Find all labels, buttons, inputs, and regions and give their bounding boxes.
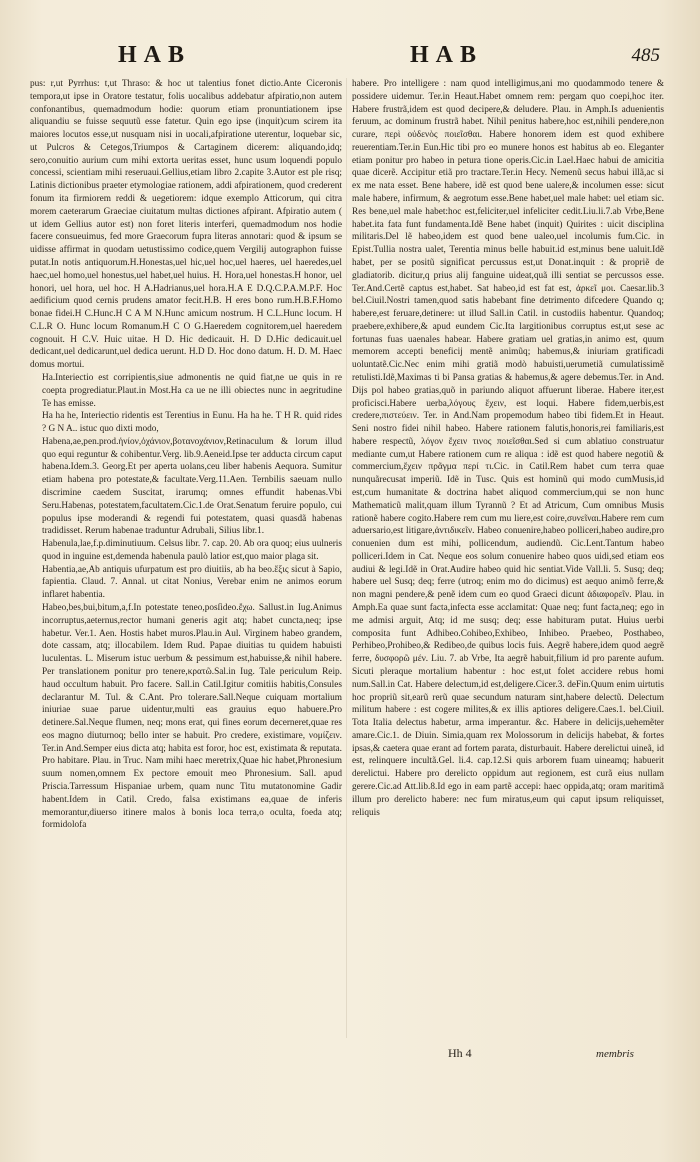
column-gutter [346,78,347,1038]
page-number: 485 [631,45,660,66]
running-header [0,42,700,72]
entry-habeo: Habeo,bes,bui,bitum,a,f.In potestate teneo,posſideo.ἔχω. Sallust.in Iug.Animus incorruptus,aeternus,rector humani generis agit atq; habet cuncta,neq; ipse habetur. Ver.1. Aen. Hostis habet muros.Plau.in Aul. Virginem habeo grandem, dote cassam, atq; illocabilem. Idem Rud. Papae diuitias tu quidem habuisti luculentas. L. Miserum istuc uerbum & pessimum est,habuisse,& nihil habere. Per translationem ponitur pro tenere,κρατῶ.Sal.in Iug. Tale periculum Reip. haud occultum habuit. Pro facere. Sall.in Catil.Igitur comitiis habitis,Consules declarantur M. Tul. & C.Ant. Pro tolerare.Sall.Neque cuiquam mortalium iniuriae suae parue uidentur,multi eas grauius equo habuere.Pro detinere.Sal.Neque flumen, neq; mons erat, qui fines eorum decerneret,quae res eos magno diuturnoq; bello inter se habuit. Pro credere, existimare, νομίζειν. Ter.in And.Semper eius dicta atq; habita est foror, hoc est, existimata & reputata. Pro habitare. Plau. in Truc. Nam mihi haec meretrix,Quae hic habet,Phronesium suum nomen,omnem Ex pectore emouit meo Phronesium. Sall. apud Priscia.Tarressum Hispaniae urbem, quam nunc Titu mutatonomine Gadir habent.Idem in Catil. Credo, falsa existimans ea,quae de inferis memorantur,diuerso itinere malos à bonis loca terra,o oculta, foeda atq; formidolofa [42,603,342,831]
page-footer [0,1046,700,1066]
entry-habentia: Habentia,ae,Ab antiquis ufurpatum est pro diuitiis, ab ha beo.ἕξις sicut à Sapio, fapientia. Claud. 7. Annal. ut citat Nonius, Verebar enim ne animos eorum inflaret habentia. [42,564,342,601]
entry-hab-notes: pus: r,ut Pyrrhus: t,ut Thraso: & hoc ut talentius fonet dictio.Ante Ciceronis tempora,ut ipse in Oratore testatur, folis uocalibus addebatur afpiratio,non autem confonantibus, quemadmodum hodie: quorum etiam pronuntiationem ipse aliquandiu se fuisse sequutũ esse fatetur. Quin ego ipse (inquit)cum scirem ita maiores locutos esse,ut nusquam nisi in uocali,afpiratione uterentur, loquebar sic, ut Pulcros & Cetegos,Triumpos & Cartaginem dicerem: aliquando,idq; sero,conuitio aurium cum mihi extorta ueritas esset, hunc usum loquendi populo concessi, scientiam mihi reseruaui.Gellius,etiam libro 2.capite 3.Autor est ple risq; Latinis dictionibus praeter etymologiae rationem, addi afpirationem, quod crederent fonum ita firmiorem reddi & uegetiorem: idque exemplo Atticorum, qui citra morem caeterarum Graeciae ciuitatum multas dictiones afpirant. Afpiratio autem ( ut idem Gellius autor est) non foret literis interferi, quemadmodum nos hodie facere consueuimus, fed more Graecorum fupra literas annotari: quod & ipsum se uidisse affirmat in quodam uetustissimo codice,quem Vergilij autographon fuisse putat.In notis antiquorum.H.Honestas,uel hic,uel hoc,uel haeres, uel haeredes,uel haec,uel homo,uel honestus,uel habet,uel huius. H. Hora,uel honestas.H honor, uel honori, uel hora, uel hoc. H A.Hadrianus,uel hora.H.A E D.Q.C.P.A.M.P.F. Hoc aedificium quod cernis prudens amator fecit.H.B. H eres bono rum.H.B.F.Homo bonae fidei.H C.Hunc.H C A M N.Hunc amicum nostrum. H C.L.Hunc locum. H C.L.R O. Hunc locum Romanum.H C O G.Haeredem cognitorem,uel haeredem cognouit. H C.V. Huic uitae. H D. Hic dedicauit. H. D D.Hic dedicauit.uel dedicant,uel dedicarunt,uel dedica uerunt. H.D D. Hoc dono datum. H. D. M. Haec domus mortui. [30,79,342,371]
running-head-right: HAB [410,42,484,68]
right-column [352,78,664,819]
entry-habenula: Habenula,lae,f.p.diminutiuum. Celsus libr. 7. cap. 20. Ab ora quoq; eius uulneris quod in inguine est,demenda habenula paulò latior est,quo maior plaga sit. [42,539,342,562]
signature-mark: Hh 4 [448,1046,472,1060]
running-head-left: HAB [118,42,192,68]
catchword: membris [596,1048,634,1060]
entry-ha: Ha.Interiectio est corripientis,siue admonentis ne quid fiat,ne ue quis in re coepta progrediatur.Plaut.in Most.Ha ca ue ne illi obiectes nunc in aegritudine Te has emisse. [42,372,342,409]
entry-habeo-continued: habere. Pro intelligere : nam quod intelligimus,ani mo quodammodo tenere & possidere uidemur. Ter.in Heaut.Habet omnem rem: pergam quo coepi,hoc iter. Habere frustrã,idem est quod decipere,& deludere. Plau. in Amph.Is aduenientis feruum, ac dominum frustrã habet. Nihil penitus habere,hoc est,nihili pendere,non curare, περὶ οὐδενὸς ποιεῖσθαι. Habere honorem idem est quod exhibere reuerentiam.Ter.in Eun.Hic tibi pro eo munere honos est habitus ab eo. Eleganter etiam ponitur pro habeo in petura tione operis.Cic.in Lael.Haec habui de amicitia quae dicerẽ. Accipitur etiã pro tractare.Ter.in Hecy. Nemenũ secus habui illã,ac si ex me nata esset. Bene habere, idẽ est quod bene ualere,& incolumen esse: sicut male habere, infirmum, & aegrotum esse.Bene habet,uel male habet: uel etiam sic. Res bene,uel male habet:hoc est,feliciter,uel infeliciter cedit.Liu.li.7.ab Vrbe,Bene habet.ita fata funt fundamenta.Idẽ Bene habet (inquit) Quirites : uicit disciplina militaris.Del lẽ habeo,idem est quod bene ualeo,uel incolumis fum.Cic. in Epist.Tullia nostra ualet, Terentia minus belle habuit.id est,minus bene ualuit.Idẽ habet, per se positũ significat percussus est,ut Donat.inquit : & propriẽ de gladiatorib. dicitur,q prius alij fanguine uideat,quã illi sentiat se percussos esse. Ter.And.Certẽ captus est,habet. Sat habeo,id est fat est, ἀρκεῖ μοι. Caesar.lib.3 bel.Ciuil.Nostri tamen,quod satis habebant fine detrimento difcedere Quando q; habere,est feruare,detinere: ut illud Sall.in Catil. in custodiis habentur. Quandoq; praebere,exhibere,& apud eundem Cic.Ita largitionibus corruptus est,ut sese ac fortunas fuas uaenales habear. Habere gratiam uel gratias,in animo est, quum memorem accepti beneficij mentẽ animũq; habemus,& iniuriam gratificadi uoluntatẽ.Cic.Nec enim mihi gratiã modò habuisti,uerumetiã cumulatissimẽ retulisti.Idẽ,Maximas ti bi Pansa gratias & habemus,& agere debemus.Ter. in And. Dijs pol habeo gratias,quõ in pariundo aliquot affuerunt liberae. Habere iter,est proficisci.Habere uerba,λόγους ἔχειν, est loqui. Habere fidem,uerbis,est credere,πιστεύειν. Ter. in And.Nam propemodum habeo tibi fidem.Et in Heaut. Seni nostro fidei nihil habeo. Habere rationem falutis,honoris,rei familiaris,est habere respectũ, λόγον ἔχειν τινος ποιεῖσθαι.Sed si cum ablatiuo construatur mediante cum,ut Habere rationem cum re aliqua : idẽ est quod habere negotiũ & commercium,ἔχειν πρᾶγμα περί τι.Cic. in Catil.Rem habet cum terra quae nunquãrecusat imperiũ. Idẽ in Tusc. Quis est hominũ qui modo cumMusis,id est,cum humanitate & doctrina habet aliquod commercium,qui se non hunc Mathematicũ malit,quam illum Tyrannũ ? Et ad Atricum, Cum omnibus Musis rationẽ habere cogito.Habere rem cum mu liere,est coire,συνεῖναι.Habere rem cum aduersario,est litigare,ἀντιδικεῖν. Habeo conuenire,habeo polliceri,habeo audire,pro conuenien dum est mihi, pollicendum, audiendũ. Cic.Lent.Tantum habeo polliceri.Idem in Cat. Neque eos solum conuenire habeo quos uidi,sed etiam eos audiui & legi.Idẽ in Orat.Audire habeo quid hic sentiat.Vide Vall.li. 5. Susq; deq; habere uel Susq; deq; ferre (utroq; enim mo do dicimus) est aequo animõ ferre,& non magni pendere,& penẽ idem cum eo quod Graeci dicunt ἀδιαφορεῖν. Plau. in Amph.Ea quae sunt facta,infecta esse acclamitat: Quae neq; funt facta,neq; ego in me admisi arguit, Atq; id me susq; deq; esse habituram putat. Huius uerbi composita funt Adhibeo.Cohibeo,Exhibeo, Inhibeo. Praebeo, Posthabeo, Perhibeo,Prohibeo,& Redibeo,de quibus locis fuis. Aegrẽ habere,idem quod aegrẽ ferre, δυσφορῶ μέν. Liu. 7. ab Vrbe, Ita aegrẽ habuit,filium id pro parente aufum. Sicuti pleraque mortalium habentur : hoc est,ut folet accidere rebus homi num.Sall.in Cat. Habere delectum,id est,deligere.Cicer.3. deFin.Quum enim uirtutis hoc propriũ sit,earũ rerũ quae secundum naturam sint,habere delectũ. Delectum militum habere : est cogere milites,& ex illis aptiores deligere.Caes.1. bel.Ciuil. Tota Italia delectus habetur, arma imperantur. &c. Habere in delicijs,uehemẽter amare.Cic.1. de Diuin. Simia,quam rex Molossorum in delicijs habebat, & fortes ipsas,& caetera quae erant ad fortem parata, disturbauit. Habere derelictui uineã, id est, relinquere incultã.Gel. li.4. cap.12.Si quis arborem fuam uineamq; habuerit derelictui. Habere pro derelicto oppidum aut regionem, est curã eius nullam gerere.Cic.ad Att.lib.8.Id ego in eam partẽ accepi: haec oppida,atq; oram maritimã illum pro derelicto habere: nec fum miratus,eum qui caput ipsum reliquisset, reliquis [352,79,664,818]
left-column [30,78,342,832]
entry-habena: Habena,ae,pen.prod.ἡνίον,ὀχάνιον,βοτανοχάνιον,Retinaculum & lorum illud quo equi reguntur & cohibentur.Verg. lib.9.Aeneid.Ipse ter adducta circum caput habena.Idem.3. Georg.Et per aperta uolans,ceu liber habenis Aequora. Sumitur etiam habena pro potestate,& facultate.Verg.11.Aen. Ternbilis saeuam nullo discrimine caedem Suscitat, irarumq; omnes effundit habenas.Vbi Seru.Habenas, potestatem,facultatem.Cic.1.de Orat.Senatum feruire populo, cui populus ipse moderandi & regendi fui potestatem, quasi quasdã habenas tradidisset. Rerum habenae traduntur Adrubali, Silius libr.1. [42,436,342,537]
entry-ha-ha-he: Ha ha he, Interiectio ridentis est Terentius in Eunu. Ha ha he. T H R. quid rides ? G N A.. istuc quo dixti modo, [42,411,342,435]
